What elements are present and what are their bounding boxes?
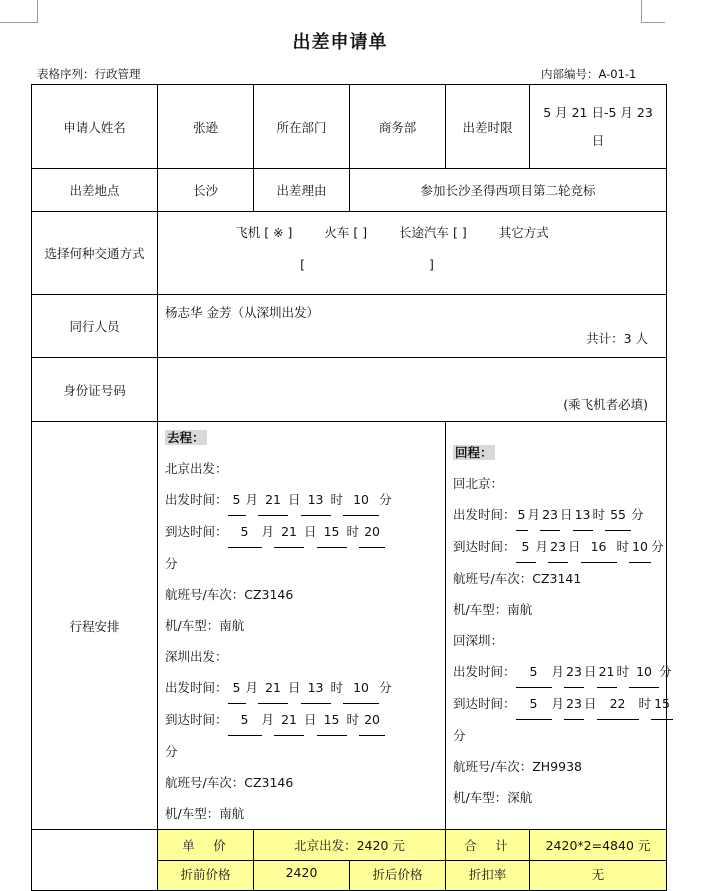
outbound-leg2-arrival: 到达时间： 5 月 21 日 15 时 20	[158, 704, 445, 736]
outbound-leg2-type: 机/车型：南航	[165, 806, 245, 821]
transport-label: 选择何种交通方式	[32, 212, 158, 295]
price-before-label: 折前价格	[158, 861, 254, 891]
return-leg2-arrival: 到达时间： 5 月 23 日 22 时 15	[446, 688, 666, 720]
dep-month: 5	[228, 484, 246, 516]
outbound-leg1-title: 北京出发：	[165, 461, 228, 476]
return-leg2-flight: 航班号/车次：ZH9938	[453, 759, 582, 774]
return-leg2-arrival-unit: 分	[453, 728, 466, 743]
price-before-value: 2420	[254, 861, 350, 891]
return-title: 回程：	[455, 445, 493, 460]
reason-label: 出差理由	[254, 169, 350, 212]
reason-value: 参加长沙圣得西项目第二轮竞标	[350, 169, 667, 212]
place-label: 出差地点	[32, 169, 158, 212]
applicant-label: 申请人姓名	[32, 85, 158, 169]
dept-value: 商务部	[350, 85, 446, 169]
transport-plane[interactable]: 飞机 [ ※ ]	[235, 225, 293, 240]
discount-value: 无	[530, 861, 667, 891]
outbound-leg2-flight: 航班号/车次：CZ3146	[165, 775, 294, 790]
form-series: 表格序列：行政管理	[37, 67, 141, 81]
price-after-label: 折后价格	[350, 861, 446, 891]
transport-other-bracket-open: [	[300, 257, 306, 272]
price-value: 北京出发：2420 元	[254, 830, 446, 861]
transport-other-bracket-close: ]	[428, 257, 434, 272]
id-cell[interactable]	[158, 358, 667, 422]
crop-mark-left	[37, 0, 38, 22]
dept-label: 所在部门	[254, 85, 350, 169]
dep-min: 10	[343, 484, 379, 516]
return-leg1-flight: 航班号/车次：CZ3141	[453, 571, 582, 586]
dep-hour: 13	[301, 484, 331, 516]
outbound-cell	[158, 422, 446, 830]
outbound-leg1-departure: 出发时间： 5 月 21 日 13 时 10 分	[158, 484, 445, 516]
return-leg1-arrival: 到达时间： 5 月 23 日 16 时 10 分	[446, 531, 666, 563]
transport-options	[158, 212, 667, 295]
outbound-leg2-arrival-unit: 分	[165, 744, 178, 759]
outbound-title: 去程：	[167, 430, 205, 445]
return-leg2-title: 回深圳：	[453, 633, 504, 648]
travel-request-table	[31, 84, 672, 891]
id-label: 身份证号码	[32, 358, 158, 422]
companions-cell	[158, 295, 667, 358]
place-value: 长沙	[158, 169, 254, 212]
id-note: (乘飞机者必填)	[563, 397, 648, 412]
outbound-leg2-departure: 出发时间： 5 月 21 日 13 时 10 分	[158, 672, 445, 704]
outbound-leg1-arrival-unit: 分	[165, 556, 178, 571]
return-leg2-departure: 出发时间： 5 月 23 日 21 时 10 分	[446, 656, 666, 688]
transport-other[interactable]: 其它方式	[498, 225, 549, 240]
total-label: 合 计	[446, 830, 530, 861]
period-line1: 5 月 21 日-5 月 23	[543, 104, 653, 120]
applicant-name: 张逊	[158, 85, 254, 169]
dep-day: 21	[258, 484, 288, 516]
return-leg1-type: 机/车型：南航	[453, 602, 533, 617]
transport-train[interactable]: 火车 [ ]	[324, 225, 368, 240]
outbound-leg1-arrival: 到达时间： 5 月 21 日 15 时 20	[158, 516, 445, 548]
discount-label: 折扣率	[446, 861, 530, 891]
crop-mark-right-h	[641, 22, 665, 23]
crop-mark-left-h	[0, 22, 38, 23]
internal-number: 内部编号：A-01-1	[541, 67, 637, 81]
total-value: 2420*2=4840 元	[530, 830, 667, 861]
return-leg2-type: 机/车型：深航	[453, 790, 533, 805]
period-label: 出差时限	[446, 85, 530, 169]
companions-names: 杨志华 金芳（从深圳出发）	[165, 305, 319, 320]
companions-label: 同行人员	[32, 295, 158, 358]
outbound-leg1-flight: 航班号/车次：CZ3146	[165, 587, 294, 602]
return-leg1-departure: 出发时间： 5 月 23 日 13 时 55 分	[446, 499, 666, 531]
companions-total: 共计：3 人	[586, 331, 648, 346]
outbound-leg2-title: 深圳出发：	[165, 649, 228, 664]
outbound-leg1-type: 机/车型：南航	[165, 618, 245, 633]
page-title: 出差申请单	[292, 32, 388, 53]
price-label: 单 价	[158, 830, 254, 861]
itinerary-label: 行程安排	[32, 422, 158, 830]
period-value	[530, 85, 667, 169]
crop-mark-right	[641, 0, 642, 22]
return-cell	[446, 422, 672, 830]
return-leg1-title: 回北京：	[453, 476, 504, 491]
period-line2: 日	[591, 132, 605, 148]
transport-bus[interactable]: 长途汽车 [ ]	[399, 225, 467, 240]
cost-label-cell	[32, 830, 158, 891]
